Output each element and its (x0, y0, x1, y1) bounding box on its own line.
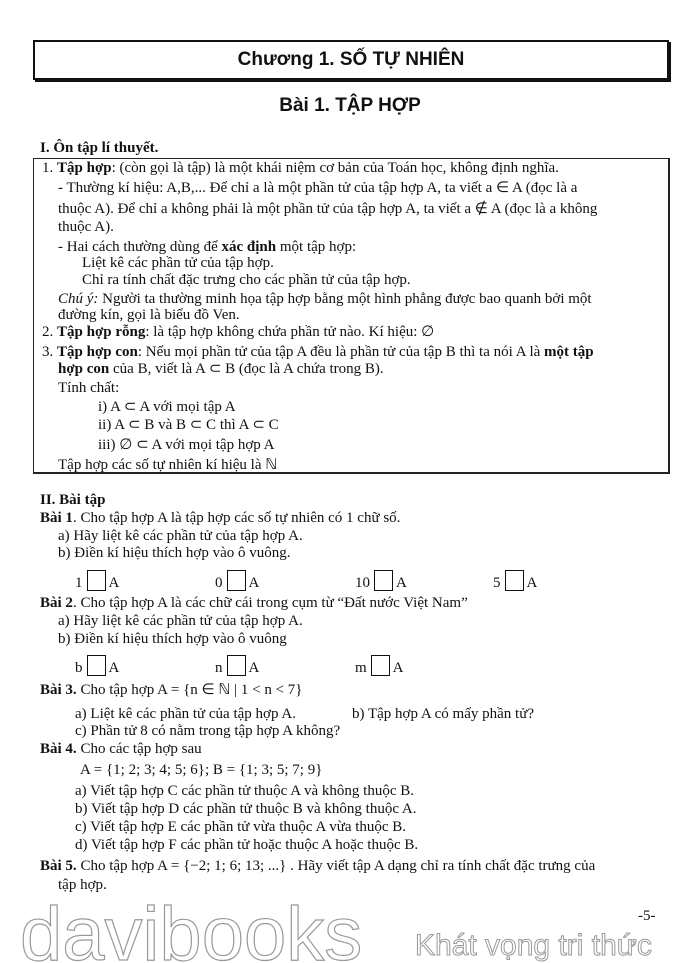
answer-box-item: n A (215, 655, 259, 678)
page-number: -5- (638, 908, 656, 924)
exercise-line: d) Viết tập hợp F các phần tử hoặc thuộc A hoặc thuộc B. (75, 837, 419, 853)
exercise-line: tập hợp. (58, 877, 107, 893)
exercise-line: c) Phần tử 8 có nằm trong tập hợp A không? (75, 723, 341, 739)
theory-line: đường kín, gọi là biểu đồ Ven. (58, 307, 240, 323)
answer-box-item: 10 A (355, 570, 407, 593)
exercise-3: Bài 3. Cho tập hợp A = {n ∈ ℕ | 1 < n < 7} (40, 682, 303, 698)
theory-line: Tính chất: (58, 380, 120, 396)
theory-line: - Hai cách thường dùng để xác định một tập hợp: (58, 239, 357, 255)
exercise-line: b) Điền kí hiệu thích hợp vào ô vuông (58, 631, 287, 647)
exercise-line: a) Hãy liệt kê các phần tử của tập hợp A. (58, 613, 303, 629)
answer-box[interactable] (87, 570, 106, 591)
exercise-line: A = {1; 2; 3; 4; 5; 6}; B = {1; 3; 5; 7; 9} (80, 762, 323, 778)
exercise-line: a) Viết tập hợp C các phần tử thuộc A và không thuộc B. (75, 783, 414, 799)
exercise-1: Bài 1. Cho tập hợp A là tập hợp các số tự nhiên có 1 chữ số. (40, 510, 401, 526)
theory-line: i) A ⊂ A với mọi tập A (98, 399, 236, 415)
theory-line: Chỉ ra tính chất đặc trưng cho các phần tử của tập hợp. (82, 272, 411, 288)
section-heading-exercises: II. Bài tập (40, 492, 106, 508)
exercise-line: a) Hãy liệt kê các phần tử của tập hợp A. (58, 528, 303, 544)
answer-box[interactable] (227, 570, 246, 591)
lesson-title: Bài 1. TẬP HỢP (279, 95, 421, 116)
theory-line: ii) A ⊂ B và B ⊂ C thì A ⊂ C (98, 417, 279, 433)
answer-box-item: 5 A (493, 570, 537, 593)
exercise-line: b) Điền kí hiệu thích hợp vào ô vuông. (58, 545, 291, 561)
exercise-2: Bài 2. Cho tập hợp A là các chữ cái trong cụm từ “Đất nước Việt Nam” (40, 595, 468, 611)
theory-line: 3. Tập hợp con: Nếu mọi phần tử của tập A đều là phần tử của tập B thì ta nói A là một tập (42, 344, 594, 360)
theory-line: thuộc A). (58, 219, 114, 235)
theory-line: iii) ∅ ⊂ A với mọi tập hợp A (98, 437, 275, 453)
theory-line: thuộc A). Để chỉ a không phải là một phần tử của tập hợp A, ta viết a ∉ A (đọc là a không (58, 201, 598, 217)
theory-line: 1. Tập hợp: (còn gọi là tập) là một khái niệm cơ bản của Toán học, không định nghĩa. (42, 160, 559, 176)
watermark-slogan: Khát vọng tri thức (415, 929, 652, 962)
answer-box[interactable] (87, 655, 106, 676)
theory-line: Chú ý: Người ta thường minh họa tập hợp bằng một hình phẳng được bao quanh bởi một (58, 291, 592, 307)
answer-box[interactable] (227, 655, 246, 676)
exercise-line: c) Viết tập hợp E các phần tử vừa thuộc A vừa thuộc B. (75, 819, 407, 835)
answer-box[interactable] (371, 655, 390, 676)
exercise-line: b) Viết tập hợp D các phần tử thuộc B và không thuộc A. (75, 801, 417, 817)
exercise-line: b) Tập hợp A có mấy phần tử? (352, 706, 534, 722)
exercise-5: Bài 5. Cho tập hợp A = {−2; 1; 6; 13; ...} . Hãy viết tập A dạng chỉ ra tính chất đặc trưng của (40, 858, 596, 874)
answer-box[interactable] (505, 570, 524, 591)
theory-line: 2. Tập hợp rỗng: là tập hợp không chứa phần tử nào. Kí hiệu: ∅ (42, 324, 435, 340)
theory-line: Liệt kê các phần tử của tập hợp. (82, 255, 274, 271)
section-heading-theory: I. Ôn tập lí thuyết. (40, 140, 159, 156)
theory-line: Tập hợp các số tự nhiên kí hiệu là ℕ (58, 457, 278, 473)
watermark-brand: davibooks (20, 892, 363, 963)
answer-box-item: 0 A (215, 570, 259, 593)
theory-line: - Thường kí hiệu: A,B,... Để chỉ a là một phần tử của tập hợp A, ta viết a ∈ A (đọc là a (58, 180, 578, 196)
theory-line: hợp con của B, viết là A ⊂ B (đọc là A chứa trong B). (58, 361, 384, 377)
answer-box-item: b A (75, 655, 119, 678)
chapter-title: Chương 1. SỐ TỰ NHIÊN (33, 40, 669, 80)
exercise-4: Bài 4. Cho các tập hợp sau (40, 741, 202, 757)
answer-box-item: m A (355, 655, 404, 678)
exercise-line: a) Liệt kê các phần tử của tập hợp A. (75, 706, 296, 722)
answer-box[interactable] (374, 570, 393, 591)
answer-box-item: 1 A (75, 570, 119, 593)
